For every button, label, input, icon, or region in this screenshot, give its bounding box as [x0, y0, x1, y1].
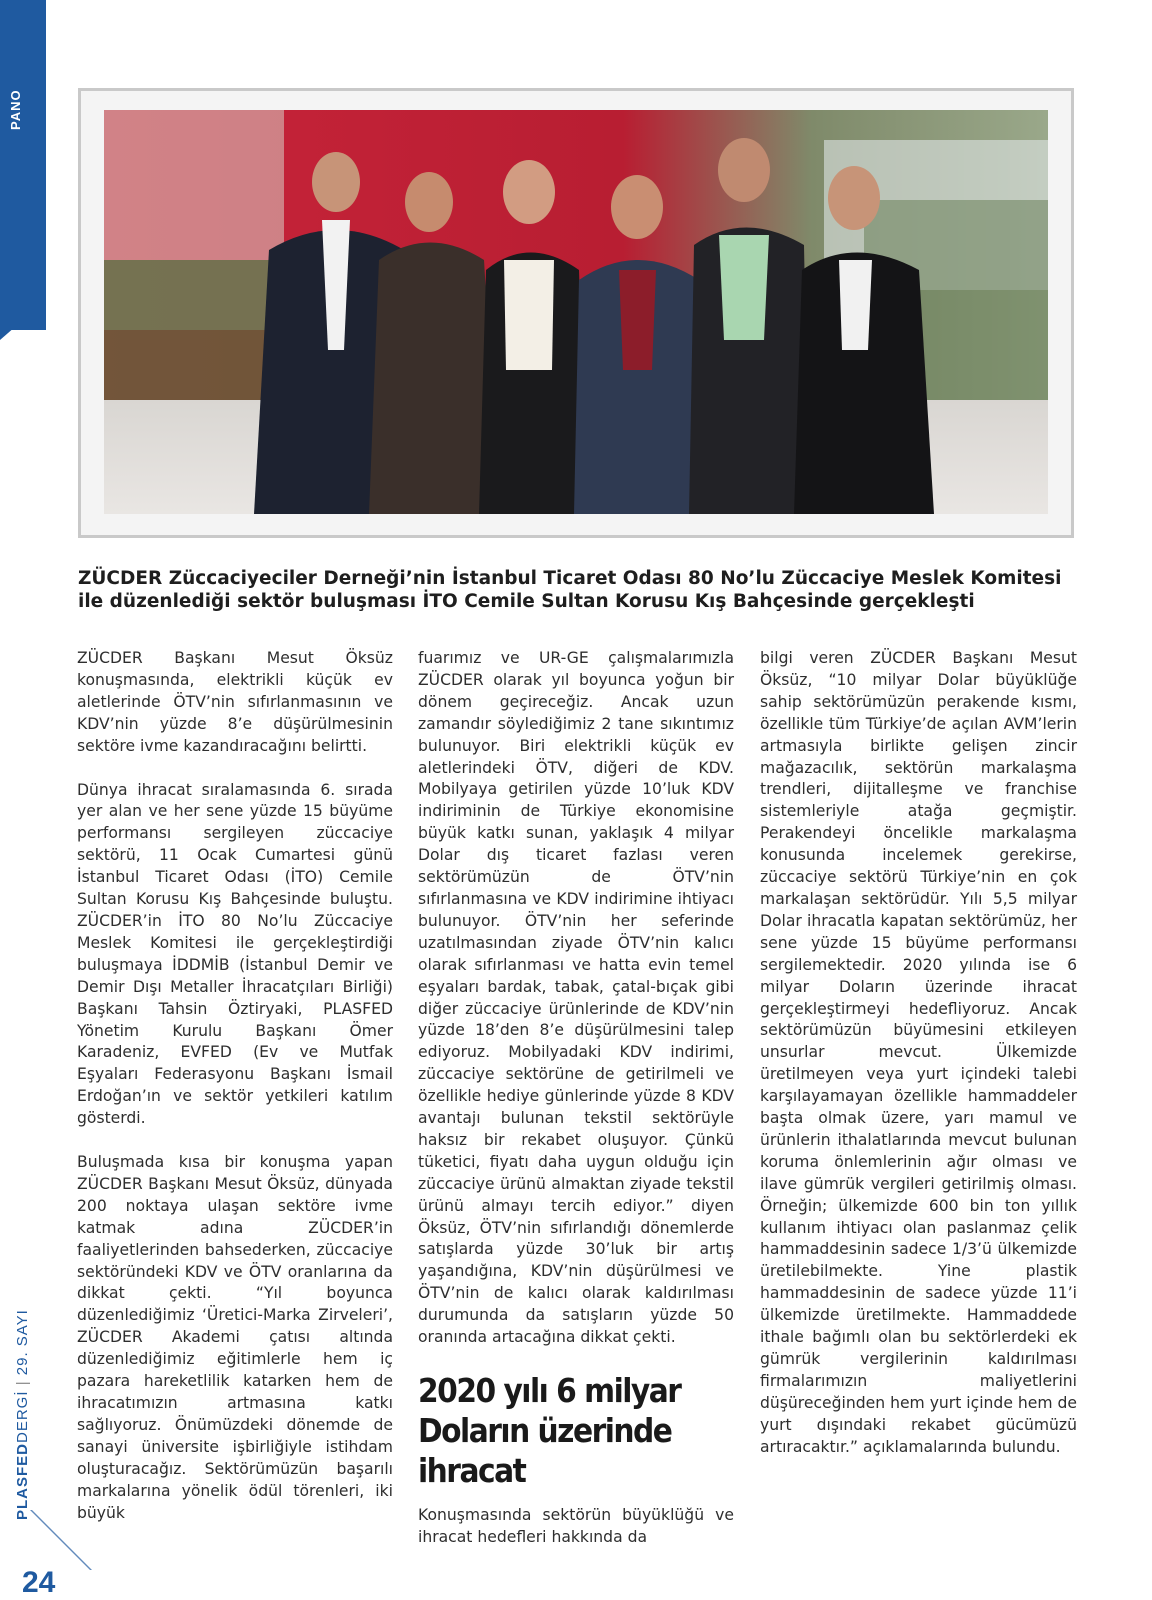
- issue-separator: |: [14, 1375, 31, 1391]
- paragraph: bilgi veren ZÜCDER Başkanı Mesut Öksüz, “10 milyar Dolar büyüklüğe sahip sektörümüzün perakende kısmı, özellikle tüm Türkiye’de açılan AVM’lerin artmasıyla birlikte gelişen zincir mağazacılık, sektörün markalaşma trendleri, dijitalleşme ve franchise sistemleriyle atağa geçmiştir. Perakendeyi öncelikle markalaşma konusunda incelemek gerekirse, züccaciye sektörü Türkiye’nin en çok markalaşan sektörüdür. Yılı 5,5 milyar Dolar ihracatla kapatan sektörümüz, her sene yüzde 15 büyüme performansı sergilemektedir. 2020 yılında ise 6 milyar Doların üzerinde ihracat gerçekleştirmeyi hedefliyoruz. Ancak sektörümüzün büyümesini etkileyen unsurlar mevcut. Ülkemizde üretilmeyen veya yurt içindeki talebi karşılayamayan özellikle hammaddeler başta olmak üzere, yarı mamul ve ürünlerin ithalatlarında mevcut bulunan koruma önlemlerinin ağır olması ve ilave gümrük vergileri getirilmiş olması. Örneğin; ülkemizde 600 bin ton yıllık kullanım ihtiyacı olan paslanmaz çelik hammaddesinin sadece 1/3’ü ülkemizde üretilebilmekte. Yine plastik hammaddesinin de sadece yüzde 11’i ülkemizde üretilmekte. Hammaddede ithale bağımlı olan bu sektörlerdeki ek gümrük vergilerinin kaldırılması firmalarımızın maliyetlerini düşüreceğinden hem yurt içinde hem de yurt dışındaki rekabet gücümüzü artıracaktır.” açıklamalarında bulundu.: [760, 649, 1077, 1456]
- section-subheading: 2020 yılı 6 milyar Doların üzerinde ihracat: [418, 1371, 681, 1490]
- magazine-name-part2: DERGİ: [14, 1390, 31, 1443]
- article-column-2: [418, 648, 734, 1571]
- paragraph: fuarımız ve UR-GE çalışmalarımızla ZÜCDER olarak yıl boyunca yoğun bir dönem geçireceğiz. Ancak uzun zamandır söylediğimiz 2 tane sıkıntımız bulunuyor. Biri elektrikli küçük ev aletlerindeki ÖTV, diğeri de KDV. Mobilyaya getirilen yüzde 10’luk KDV indiriminin de Türkiye ekonomisine büyük katkı sunan, yaklaşık 4 milyar Dolar dış ticaret fazlası veren sektörümüzün de ÖTV’nin sıfırlanmasına ve KDV indirimine ihtiyacı bulunuyor. ÖTV’nin her seferinde uzatılmasından ziyade ÖTV’nin kalıcı olarak sıfırlanması ve hatta evin temel eşyaları bardak, tabak, çatal-bıçak gibi diğer züccaciye ürünlerinde de KDV’nin yüzde 18’den 8’e düşürülmesini talep ediyoruz. Mobilyadaki KDV indirimi, züccaciye sektörüne de getirilmeli ve özellikle hediye günlerinde yüzde 8 KDV avantajı bulunan tekstil sektörüyle haksız bir rekabet oluşuyor. Çünkü tüketici, fiyatı daha uygun olduğu için züccaciye ürünü almaktan ziyade tekstil ürünü almayı tercih ediyor.” diyen Öksüz, ÖTV’nin sıfırlandığı dönemlerde satışlarda yüzde 30’luk bir artış yaşandığına, KDV’nin düşürülmesi ve ÖTV’nin de kalıcı olarak kaldırılması durumunda da satışların yüzde 50 oranında artacağına dikkat çekti.: [418, 649, 734, 1347]
- side-accent-notch: [0, 300, 46, 340]
- magazine-name-part1: PLASFED: [14, 1442, 31, 1520]
- magazine-issue-label: [14, 1309, 31, 1520]
- paragraph: ZÜCDER Başkanı Mesut Öksüz konuşmasında, elektrikli küçük ev aletlerinde ÖTV’nin sıfırlanmasının ve KDV’nin yüzde 8’e düşürülmesinin sektöre ivme kazandıracağını belirtti.: [77, 649, 393, 755]
- group-photo-image: [104, 110, 1048, 514]
- side-accent-band: [0, 0, 46, 330]
- page-number: 24: [22, 1566, 56, 1599]
- article-column-3: [760, 648, 1077, 1481]
- article-headline: ZÜCDER Züccaciyeciler Derneği’nin İstanbul Ticaret Odası 80 No’lu Züccaciye Meslek Komitesi ile düzenlediği sektör buluşması İTO Cemile Sultan Korusu Kış Bahçesinde gerçekleşti: [78, 568, 1062, 612]
- paragraph: Buluşmada kısa bir konuşma yapan ZÜCDER Başkanı Mesut Öksüz, dünyada 200 noktaya ulaşan sektöre ivme katmak adına ZÜCDER’in faaliyetlerinden bahsederken, züccaciye sektöründeki KDV ve ÖTV oranlarına da dikkat çekti. “Yıl boyunca düzenlediğimiz ‘Üretici-Marka Zirveleri’, ZÜCDER Akademi çatısı altında düzenlediğimiz eğitimlerle hem iç pazara hareketlilik katarken hem de ihracatımızın artmasına katkı sağlıyoruz. Önümüzdeki dönemde de sanayi üniversite işbirliğiyle istihdam oluşturacağız. Sektörümüzün başarılı markalarına yönelik ödül törenleri, iki büyük: [77, 1153, 393, 1522]
- issue-number: 29. SAYI: [14, 1309, 31, 1376]
- group-photo-icon: [104, 110, 1048, 514]
- article-column-1: [77, 648, 393, 1546]
- paragraph: Dünya ihracat sıralamasında 6. sırada yer alan ve her sene yüzde 15 büyüme performansı sergileyen züccaciye sektörü, 11 Ocak Cumartesi günü İstanbul Ticaret Odası (İTO) Cemile Sultan Korusu Kış Bahçesinde buluştu. ZÜCDER’in İTO 80 No’lu Züccaciye Meslek Komitesi ile gerçekleştirdiği buluşmaya İDDMİB (İstanbul Demir ve Demir Dışı Metaller İhracatçıları Birliği) Başkanı Tahsin Öztiryaki, PLASFED Yönetim Kurulu Başkanı Ömer Karadeniz, EVFED (Ev ve Mutfak Eşyaları Federasyonu Başkanı İsmail Erdoğan’ın ve sektör yetkileri katılım gösterdi.: [77, 780, 393, 1128]
- paragraph: Konuşmasında sektörün büyüklüğü ve ihracat hedefleri hakkında da: [418, 1506, 734, 1546]
- section-label: PANO: [8, 89, 23, 130]
